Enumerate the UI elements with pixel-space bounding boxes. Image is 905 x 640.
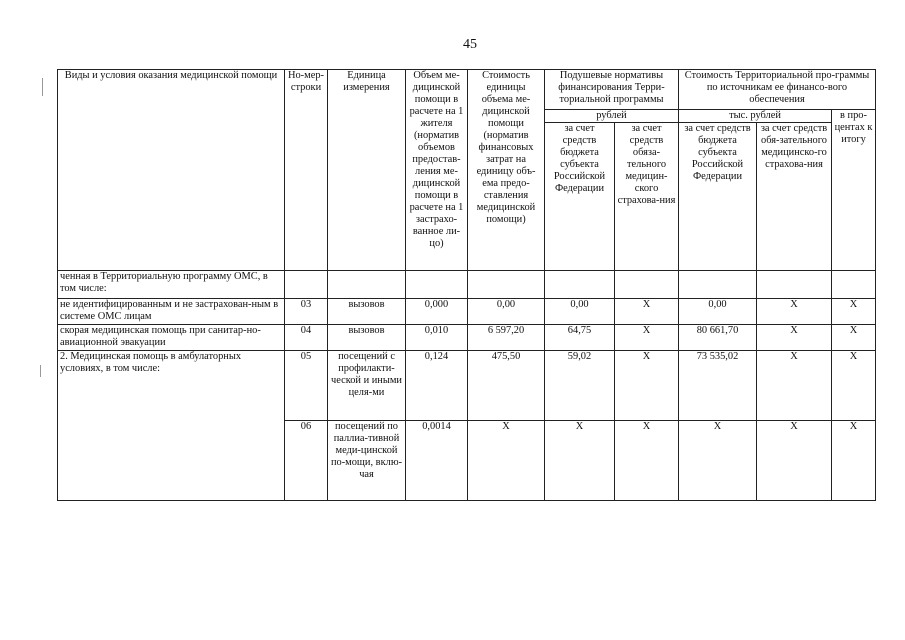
row-pc-oms: Х [615,299,679,325]
row-unit: посещений с профилакти-ческой и иными целя-ми [328,351,406,421]
row-pc-budget: Х [545,421,615,501]
header-program-cost: Стоимость Территориальной про-граммы по источникам ее финансо-вого обеспечения [679,70,876,110]
row-num: 04 [285,325,328,351]
row-pct: Х [832,299,876,325]
medical-care-table [57,69,876,501]
row-pct: Х [832,421,876,501]
row-cost: Х [468,421,545,501]
header-volume: Объем ме-дицинской помощи в расчете на 1 жителя (норматив объемов предостав-ления ме-дицинской помощи в расчете на 1 застрахо-ванное ли-цо) [406,70,468,271]
row-name: ченная в Территориальную программу ОМС, в том числе: [58,271,285,299]
table-row [58,325,876,351]
row-k-budget: Х [679,421,757,501]
row-pc-oms: Х [615,325,679,351]
row-pct: Х [832,325,876,351]
header-unit-thousand-rub: тыс. рублей [679,110,832,123]
row-pct [832,271,876,299]
row-name: скорая медицинская помощь при санитар-но-авиационной эвакуации [58,325,285,351]
row-pct: Х [832,351,876,421]
header-per-capita: Подушевые нормативы финансирования Терри-ториальной программы [545,70,679,110]
header-sub-oms-k: за счет средств обя-зательного медицинско-го страхова-ния [757,123,832,271]
table-row [58,271,876,299]
row-name: не идентифицированным и не застрахован-ным в системе ОМС лицам [58,299,285,325]
header-in-percent: в про-центах к итогу [832,110,876,271]
row-pc-oms [615,271,679,299]
row-pc-budget: 0,00 [545,299,615,325]
row-name: 2. Медицинская помощь в амбулаторных условиях, в том числе: [58,351,285,501]
row-volume [406,271,468,299]
row-pc-budget: 64,75 [545,325,615,351]
row-cost: 6 597,20 [468,325,545,351]
row-k-budget: 80 661,70 [679,325,757,351]
header-type: Виды и условия оказания медицинской помощи [58,70,285,271]
header-unit: Единица измерения [328,70,406,271]
row-unit: вызовов [328,325,406,351]
row-unit [328,271,406,299]
row-volume: 0,0014 [406,421,468,501]
row-pc-budget: 59,02 [545,351,615,421]
table-row [58,351,876,421]
row-volume: 0,000 [406,299,468,325]
row-unit: вызовов [328,299,406,325]
row-k-oms: Х [757,421,832,501]
row-cost: 0,00 [468,299,545,325]
row-pc-oms: Х [615,351,679,421]
header-sub-oms: за счет средств обяза-тельного медицин-ского страхова-ния [615,123,679,271]
row-volume: 0,010 [406,325,468,351]
row-num [285,271,328,299]
page-number: 45 [463,37,477,52]
row-k-budget [679,271,757,299]
header-cost-unit: Стоимость единицы объема ме-дицинской помощи (норматив финансовых затрат на единицу объ-ема предо-ставления медицинской помощи) [468,70,545,271]
header-row-number: Но-мер-строки [285,70,328,271]
header-unit-rub: рублей [545,110,679,123]
row-cost: 475,50 [468,351,545,421]
scan-mark-top [42,78,43,96]
scan-mark-mid [40,365,41,377]
row-k-oms [757,271,832,299]
row-pc-oms: Х [615,421,679,501]
table-row [58,299,876,325]
row-k-oms: Х [757,299,832,325]
row-num: 03 [285,299,328,325]
row-k-budget: 73 535,02 [679,351,757,421]
row-volume: 0,124 [406,351,468,421]
row-k-budget: 0,00 [679,299,757,325]
header-sub-budget-k: за счет средств бюджета субъекта Российской Федерации [679,123,757,271]
row-unit: посещений по паллиа-тивной меди-цинской по-мощи, вклю-чая [328,421,406,501]
row-k-oms: Х [757,351,832,421]
header-sub-budget: за счет средств бюджета субъекта Российской Федерации [545,123,615,271]
row-k-oms: Х [757,325,832,351]
row-cost [468,271,545,299]
row-pc-budget [545,271,615,299]
row-num: 06 [285,421,328,501]
row-num: 05 [285,351,328,421]
